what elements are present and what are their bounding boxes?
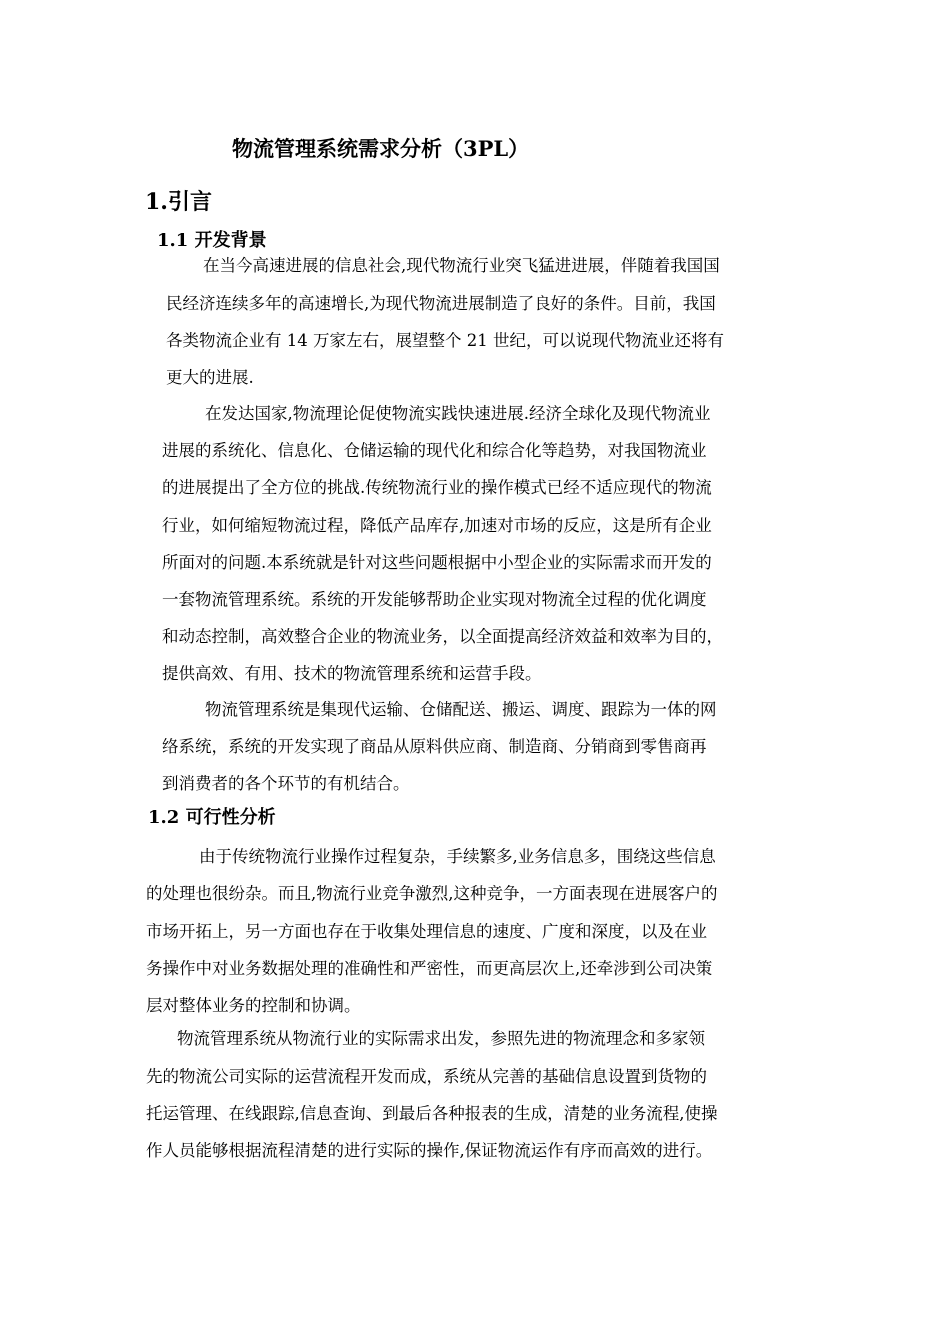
paragraph-line: 和动态控制，高效整合企业的物流业务，以全面提高经济效益和效率为目的， [162, 627, 723, 646]
paragraph-line: 一套物流管理系统。系统的开发能够帮助企业实现对物流全过程的优化调度 [162, 590, 707, 609]
paragraph-line: 先的物流公司实际的运营流程开发而成，系统从完善的基础信息设置到货物的 [146, 1067, 707, 1086]
paragraph-line: 民经济连续多年的高速增长,为现代物流进展制造了良好的条件。目前，我国 [166, 294, 716, 313]
paragraph-line: 各类物流企业有 14 万家左右，展望整个 21 世纪，可以说现代物流业还将有 [166, 331, 724, 350]
paragraph-line: 层对整体业务的控制和协调。 [146, 996, 361, 1015]
paragraph-line: 提供高效、有用、技术的物流管理系统和运营手段。 [162, 664, 542, 683]
paragraph-line: 由于传统物流行业操作过程复杂，手续繁多,业务信息多，围绕这些信息 [199, 847, 716, 866]
paragraph-line: 进展的系统化、信息化、仓储运输的现代化和综合化等趋势，对我国物流业 [162, 441, 707, 460]
paragraph-line: 的进展提出了全方位的挑战.传统物流行业的操作模式已经不适应现代的物流 [162, 478, 712, 497]
document-title: 物流管理系统需求分析（3PL） [232, 136, 530, 161]
paragraph-line: 在当今高速进展的信息社会,现代物流行业突飞猛进进展，伴随着我国国 [203, 256, 720, 275]
paragraph-line: 的处理也很纷杂。而且,物流行业竞争激烈,这种竞争，一方面表现在进展客户的 [146, 884, 718, 903]
subsection-heading-feasibility: 1.2 可行性分析 [148, 807, 276, 828]
paragraph-line: 所面对的问题.本系统就是针对这些问题根据中小型企业的实际需求而开发的 [162, 553, 712, 572]
paragraph-line: 作人员能够根据流程清楚的进行实际的操作,保证物流运作有序而高效的进行。 [146, 1141, 713, 1160]
subsection-heading-background: 1.1 开发背景 [157, 230, 267, 251]
paragraph-line: 托运管理、在线跟踪,信息查询、到最后各种报表的生成，清楚的业务流程,使操 [146, 1104, 718, 1123]
paragraph-line: 在发达国家,物流理论促使物流实践快速进展.经济全球化及现代物流业 [205, 404, 711, 423]
section-heading-introduction: 1.引言 [145, 189, 212, 215]
paragraph-line: 到消费者的各个环节的有机结合。 [162, 774, 410, 793]
paragraph-line: 物流管理系统是集现代运输、仓储配送、搬运、调度、跟踪为一体的网 [205, 700, 717, 719]
paragraph-line: 更大的进展. [166, 368, 254, 387]
paragraph-line: 市场开拓上，另一方面也存在于收集处理信息的速度、广度和深度，以及在业 [146, 922, 707, 941]
paragraph-line: 物流管理系统从物流行业的实际需求出发，参照先进的物流理念和多家领 [177, 1029, 705, 1048]
paragraph-line: 络系统，系统的开发实现了商品从原料供应商、制造商、分销商到零售商再 [162, 737, 707, 756]
paragraph-line: 务操作中对业务数据处理的准确性和严密性，而更高层次上,还牵涉到公司决策 [146, 959, 713, 978]
paragraph-line: 行业，如何缩短物流过程，降低产品库存,加速对市场的反应，这是所有企业 [162, 516, 712, 535]
